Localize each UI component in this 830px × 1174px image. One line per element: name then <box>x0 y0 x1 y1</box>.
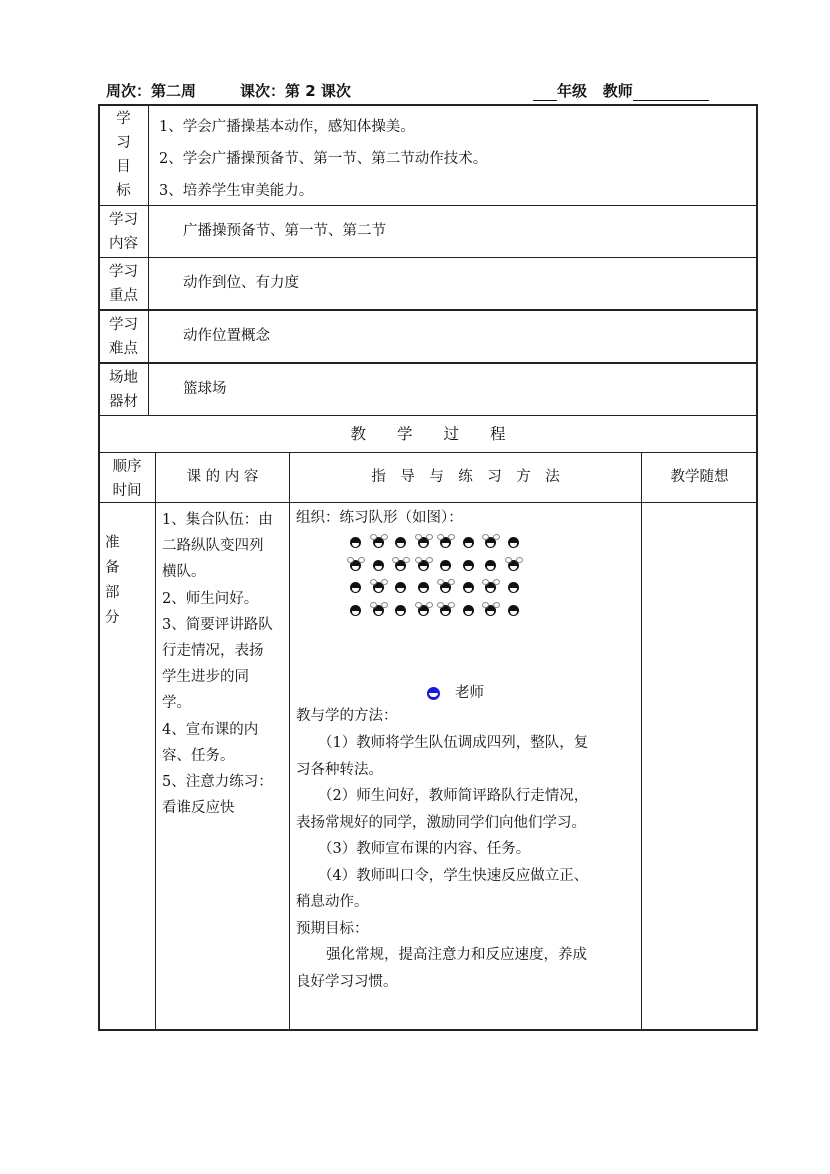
section-content <box>162 507 273 821</box>
section-label <box>105 531 120 631</box>
bow-icon <box>415 557 422 563</box>
bow-icon <box>370 579 377 585</box>
boy-student-icon <box>485 560 496 571</box>
bow-icon <box>516 557 523 563</box>
venue-label-cell <box>98 363 149 416</box>
boy-student-icon <box>395 537 406 548</box>
organization-text: 组织：练习队形（如图）： <box>296 510 463 526</box>
content-value: 广播操预备节、第一节、第二节 <box>183 223 386 239</box>
boy-student-icon <box>395 605 406 616</box>
boy-student-icon <box>418 582 429 593</box>
key-points-cell <box>148 257 758 310</box>
week-label: 周次：第二周 <box>106 82 197 100</box>
content-line: 4、宣布课的内 <box>162 721 259 738</box>
content-line: 容、任务。 <box>162 747 235 764</box>
difficulty-label-cell <box>98 310 149 363</box>
teacher-label: 老师 <box>455 685 484 701</box>
content-line: 学。 <box>162 695 191 712</box>
method-header-label: 指 导 与 练 习 方 法 <box>371 469 560 485</box>
section-label-cell <box>98 502 156 1031</box>
label-line: 场地 <box>109 370 138 386</box>
label-line: 重点 <box>109 288 138 304</box>
content-label-cell <box>98 205 149 258</box>
label-char: 部 <box>105 585 120 601</box>
difficulty-value: 动作位置概念 <box>183 328 270 344</box>
objectives-cell <box>148 104 758 206</box>
bow-icon <box>448 534 455 540</box>
bow-icon <box>426 602 433 608</box>
method-line: 稍息动作。 <box>296 894 369 910</box>
boy-student-icon <box>508 605 519 616</box>
content-cell <box>148 205 758 258</box>
boy-student-icon <box>350 537 361 548</box>
bow-icon <box>381 579 388 585</box>
boy-student-icon <box>350 605 361 616</box>
label-char: 备 <box>105 560 120 576</box>
label-line: 器材 <box>109 394 138 410</box>
bow-icon <box>415 534 422 540</box>
method-line: （3）教师宣布课的内容、任务。 <box>318 841 531 857</box>
order-line: 时间 <box>112 483 142 499</box>
process-title-cell <box>98 415 758 453</box>
method-line: 表扬常规好的同学，激励同学们向他们学习。 <box>296 814 586 831</box>
bow-icon <box>426 557 433 563</box>
bow-icon <box>358 557 365 563</box>
boy-student-icon <box>373 560 384 571</box>
boy-student-icon <box>463 560 474 571</box>
order-label <box>99 455 155 503</box>
bow-icon <box>505 557 512 563</box>
key-points-label-cell <box>98 257 149 310</box>
process-title: 教 学 过 程 <box>350 425 506 443</box>
venue-cell <box>148 363 758 416</box>
boy-student-icon <box>463 605 474 616</box>
bow-icon <box>347 557 354 563</box>
content-line: 5、注意力练习： <box>162 774 273 791</box>
boy-student-icon <box>463 537 474 548</box>
bow-icon <box>448 579 455 585</box>
bow-icon <box>381 602 388 608</box>
content-line: 看谁反应快 <box>162 800 235 817</box>
label-line: 难点 <box>109 341 138 357</box>
section-method-cell <box>289 502 642 1031</box>
method-line: （4）教师叫口令，学生快速反应做立正、 <box>318 867 589 884</box>
bow-icon <box>437 534 444 540</box>
col-order-header <box>98 452 156 503</box>
bow-icon <box>415 602 422 608</box>
bow-icon <box>370 602 377 608</box>
key-points-value: 动作到位、有力度 <box>183 275 299 291</box>
teacher-icon <box>427 687 440 700</box>
section-content-cell <box>155 502 290 1031</box>
method-lines <box>296 730 588 995</box>
objective-item: 3、培养学生审美能力。 <box>159 183 314 199</box>
objectives-label-cell <box>98 104 149 206</box>
order-line: 顺序 <box>112 459 142 475</box>
teacher-label: 教师 <box>602 82 633 100</box>
bow-icon <box>370 534 377 540</box>
label-char: 准 <box>105 535 120 551</box>
venue-label <box>99 366 148 414</box>
notes-header-label: 教学随想 <box>670 469 729 485</box>
method-line: （1）教师将学生队伍调成四列，整队，复 <box>318 735 589 751</box>
goal-title: 预期目标： <box>296 920 369 937</box>
label-char: 标 <box>116 183 131 199</box>
bow-icon <box>392 557 399 563</box>
content-line: 横队。 <box>162 564 206 581</box>
method-line: 习各种转法。 <box>296 761 383 778</box>
method-line: （2）师生问好，教师简评路队行走情况， <box>318 788 589 804</box>
content-header-label: 课 的 内 容 <box>186 469 259 485</box>
content-line: 行走情况，表扬 <box>162 643 264 660</box>
objectives-label <box>99 107 148 203</box>
bow-icon <box>493 579 500 585</box>
boy-student-icon <box>440 560 451 571</box>
label-line: 学习 <box>109 264 138 280</box>
content-line: 2、师生问好。 <box>162 590 259 607</box>
bow-icon <box>482 602 489 608</box>
bow-icon <box>482 534 489 540</box>
bow-icon <box>448 602 455 608</box>
content-line: 1、集合队伍：由 <box>162 512 273 528</box>
lesson-label: 课次：第 2 课次 <box>240 82 351 100</box>
difficulty-label <box>99 313 148 361</box>
boy-student-icon <box>463 582 474 593</box>
content-line: 二路纵队变四列 <box>162 538 264 555</box>
objective-item: 1、学会广播操基本动作，感知体操美。 <box>159 119 415 135</box>
col-notes-header <box>641 452 758 503</box>
bow-icon <box>493 534 500 540</box>
method-title: 教与学的方法： <box>296 708 398 724</box>
bow-icon <box>426 534 433 540</box>
bow-icon <box>437 579 444 585</box>
bow-icon <box>482 579 489 585</box>
bow-icon <box>493 602 500 608</box>
content-line: 学生进步的同 <box>162 669 249 686</box>
goal-line: 强化常规，提高注意力和反应速度，养成 <box>326 947 587 963</box>
label-char: 分 <box>105 610 120 626</box>
boy-student-icon <box>508 537 519 548</box>
label-char: 目 <box>116 159 131 175</box>
key-points-label <box>99 260 148 308</box>
bow-icon <box>437 602 444 608</box>
content-label <box>99 208 148 256</box>
boy-student-icon <box>395 582 406 593</box>
bow-icon <box>381 534 388 540</box>
label-line: 学习 <box>109 212 138 228</box>
difficulty-cell <box>148 310 758 363</box>
label-line: 学习 <box>109 317 138 333</box>
col-method-header <box>289 452 642 503</box>
boy-student-icon <box>508 582 519 593</box>
bow-icon <box>403 557 410 563</box>
grade-teacher <box>533 80 709 101</box>
label-line: 内容 <box>109 236 138 252</box>
section-notes-cell <box>641 502 758 1031</box>
label-char: 学 <box>116 111 131 127</box>
venue-value: 篮球场 <box>183 381 227 397</box>
objective-item: 2、学会广播操预备节、第一节、第二节动作技术。 <box>159 151 488 167</box>
boy-student-icon <box>350 582 361 593</box>
label-char: 习 <box>116 135 131 151</box>
grade-label: 年级 <box>557 82 588 100</box>
col-content-header <box>155 452 290 503</box>
goal-line: 良好学习习惯。 <box>296 973 398 990</box>
content-line: 3、简要评讲路队 <box>162 616 273 633</box>
